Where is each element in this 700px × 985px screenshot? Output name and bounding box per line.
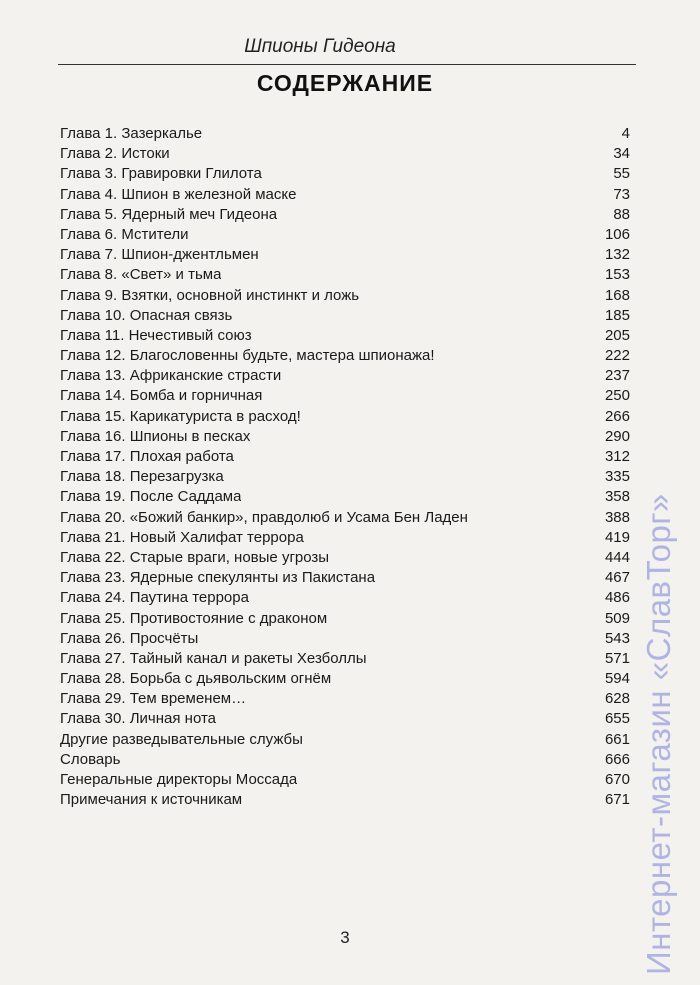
toc-entry-title: Глава 11. Нечестивый союз: [60, 326, 252, 344]
toc-entry: [60, 629, 630, 649]
toc-entry-page: 237: [604, 367, 630, 385]
toc-entry: [60, 144, 630, 164]
toc-entry-title: Глава 15. Карикатуриста в расход!: [60, 407, 301, 425]
toc-entry-page: 661: [604, 730, 630, 748]
toc-entry-page: 444: [604, 548, 630, 566]
toc-entry-title: Глава 14. Бомба и горничная: [60, 387, 263, 405]
toc-entry: [60, 770, 630, 790]
toc-entry: [60, 306, 630, 326]
toc-entry-title: Глава 29. Тем временем…: [60, 690, 247, 708]
toc-entry-title: Глава 9. Взятки, основной инстинкт и ложь: [60, 286, 360, 304]
toc-entry-page: 55: [613, 165, 630, 183]
toc-entry-page: 543: [604, 629, 630, 647]
toc-entry-page: 486: [604, 589, 630, 607]
toc-entry-title: Глава 16. Шпионы в песках: [60, 427, 251, 445]
toc-entry: [60, 366, 630, 386]
toc-entry-title: Глава 18. Перезагрузка: [60, 468, 224, 486]
toc-entry: [60, 508, 630, 528]
toc-entry: [60, 709, 630, 729]
toc-entry-page: 168: [604, 286, 630, 304]
toc-entry-page: 132: [604, 246, 630, 264]
toc-entry-title: Глава 12. Благословенны будьте, мастера шпионажа!: [60, 347, 435, 365]
toc-entry: [60, 164, 630, 184]
toc-entry-title: Глава 10. Опасная связь: [60, 306, 233, 324]
toc-entry-title: Глава 3. Гравировки Глилота: [60, 165, 262, 183]
toc-entry-page: 34: [613, 145, 630, 163]
toc-entry-title: Глава 30. Личная нота: [60, 710, 216, 728]
toc-entry-title: Глава 19. После Саддама: [60, 488, 242, 506]
toc-entry: [60, 245, 630, 265]
toc-entry: [60, 669, 630, 689]
toc-entry: [60, 689, 630, 709]
toc-entry-page: 153: [604, 266, 630, 284]
toc-entry: [60, 185, 630, 205]
toc-entry-page: 185: [604, 306, 630, 324]
toc-entry-page: 628: [604, 690, 630, 708]
toc-entry-title: Глава 4. Шпион в железной маске: [60, 185, 297, 203]
toc-entry: [60, 467, 630, 487]
toc-entry-page: 205: [604, 326, 630, 344]
toc-entry-page: 655: [604, 710, 630, 728]
toc-entry-page: 290: [604, 427, 630, 445]
toc-entry: [60, 568, 630, 588]
toc-entry: [60, 205, 630, 225]
toc-entry: [60, 265, 630, 285]
toc-entry-page: 73: [613, 185, 630, 203]
toc-entry: [60, 407, 630, 427]
toc-entry: [60, 609, 630, 629]
toc-entry: [60, 124, 630, 144]
toc-entry-title: Глава 26. Просчёты: [60, 629, 199, 647]
running-head: Шпионы Гидеона: [244, 36, 396, 57]
toc-entry-title: Словарь: [60, 750, 121, 768]
toc-entry: [60, 588, 630, 608]
toc-entry-page: 670: [604, 771, 630, 788]
toc-entry-title: Глава 20. «Божий банкир», правдолюб и Усама Бен Ладен: [60, 508, 468, 526]
toc-entry-title: Глава 28. Борьба с дьявольским огнём: [60, 670, 332, 688]
toc-entry-title: Примечания к источникам: [60, 791, 243, 809]
toc-entry-page: 509: [604, 609, 630, 627]
toc-entry: [60, 649, 630, 669]
toc-entry-page: 4: [621, 125, 630, 142]
table-of-contents: [60, 124, 630, 810]
toc-entry-title: Глава 27. Тайный канал и ракеты Хезболлы: [60, 649, 367, 667]
toc-entry-title: Глава 25. Противостояние с драконом: [60, 609, 328, 627]
toc-entry-title: Глава 17. Плохая работа: [60, 448, 234, 465]
toc-entry: [60, 386, 630, 406]
toc-entry-title: Глава 13. Африканские страсти: [60, 367, 282, 385]
toc-entry-title: Глава 1. Зазеркалье: [60, 125, 203, 142]
toc-entry: [60, 346, 630, 366]
toc-entry-page: 467: [604, 569, 630, 587]
toc-entry: [60, 286, 630, 306]
toc-entry: [60, 427, 630, 447]
toc-entry-title: Глава 8. «Свет» и тьма: [60, 266, 222, 284]
toc-entry-title: Генеральные директоры Моссада: [60, 771, 298, 788]
page-number: 3: [340, 928, 350, 947]
toc-entry-page: 666: [604, 750, 630, 768]
toc-entry: [60, 487, 630, 507]
toc-entry-page: 388: [604, 508, 630, 526]
toc-entry-page: 335: [604, 468, 630, 486]
toc-entry: [60, 447, 630, 467]
toc-entry-title: Глава 6. Мстители: [60, 225, 189, 243]
toc-entry-page: 222: [604, 347, 630, 365]
toc-entry-title: Глава 5. Ядерный меч Гидеона: [60, 205, 278, 223]
toc-entry-page: 250: [604, 387, 630, 405]
toc-entry-page: 312: [604, 448, 630, 465]
toc-entry: [60, 548, 630, 568]
toc-entry-title: Глава 2. Истоки: [60, 145, 170, 163]
toc-entry-page: 571: [604, 649, 630, 667]
toc-entry-page: 594: [604, 670, 630, 688]
toc-entry-title: Глава 23. Ядерные спекулянты из Пакистана: [60, 569, 376, 587]
toc-entry-page: 266: [604, 407, 630, 425]
toc-entry-page: 88: [613, 205, 630, 223]
toc-entry: [60, 750, 630, 770]
toc-entry-page: 106: [604, 225, 630, 243]
toc-entry: [60, 790, 630, 810]
toc-entry-page: 358: [604, 488, 630, 506]
toc-entry-title: Глава 24. Паутина террора: [60, 589, 249, 607]
store-watermark: Интернет-магазин «СлавТорг»: [640, 493, 677, 975]
toc-entry-title: Глава 7. Шпион-джентльмен: [60, 246, 259, 264]
toc-entry-page: 419: [604, 528, 630, 546]
toc-entry: [60, 730, 630, 750]
toc-entry-page: 671: [604, 791, 630, 809]
toc-entry-title: Другие разведывательные службы: [60, 730, 303, 748]
toc-entry: [60, 225, 630, 245]
toc-heading: СОДЕРЖАНИЕ: [256, 70, 434, 96]
toc-entry-title: Глава 22. Старые враги, новые угрозы: [60, 548, 330, 566]
header-rule: [58, 64, 636, 65]
toc-entry: [60, 528, 630, 548]
toc-entry-title: Глава 21. Новый Халифат террора: [60, 528, 304, 546]
toc-entry: [60, 326, 630, 346]
